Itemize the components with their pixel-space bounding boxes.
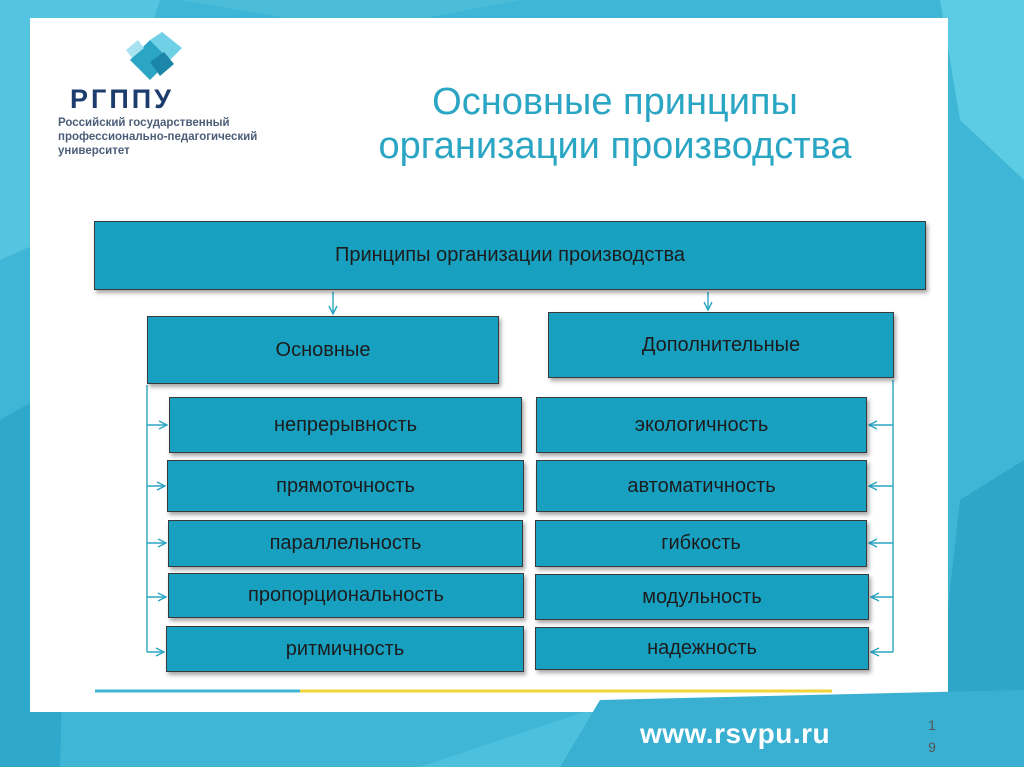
page-number-digit: 9 [928,739,936,755]
logo-name: РГППУ [70,84,174,114]
logo-subtitle-line: Российский государственный [58,117,230,129]
page-number-digit: 1 [928,717,936,733]
right-item-box: надежность [535,627,869,670]
diagram-root-box: Принципы организации производства [94,221,926,290]
right-branch-box: Дополнительные [548,312,894,378]
slide-title-line: Основные принципы [432,81,798,123]
right-item-box: экологичность [536,397,867,453]
left-branch-box: Основные [147,316,499,384]
logo-subtitle-line: профессионально-педагогический [58,131,258,143]
left-item-box: непрерывность [169,397,522,453]
footer-url[interactable]: www.rsvpu.ru [640,718,831,749]
right-item-box: модульность [535,574,869,620]
left-item-box: параллельность [168,520,523,567]
left-item-box: прямоточность [167,460,524,512]
right-item-box: автоматичность [536,460,867,512]
page-number [925,714,939,758]
logo-subtitle-line: университет [58,145,130,157]
left-item-box: пропорциональность [168,573,524,618]
left-item-box: ритмичность [166,626,524,672]
slide-title-line: организации производства [378,125,852,167]
right-item-box: гибкость [535,520,867,567]
